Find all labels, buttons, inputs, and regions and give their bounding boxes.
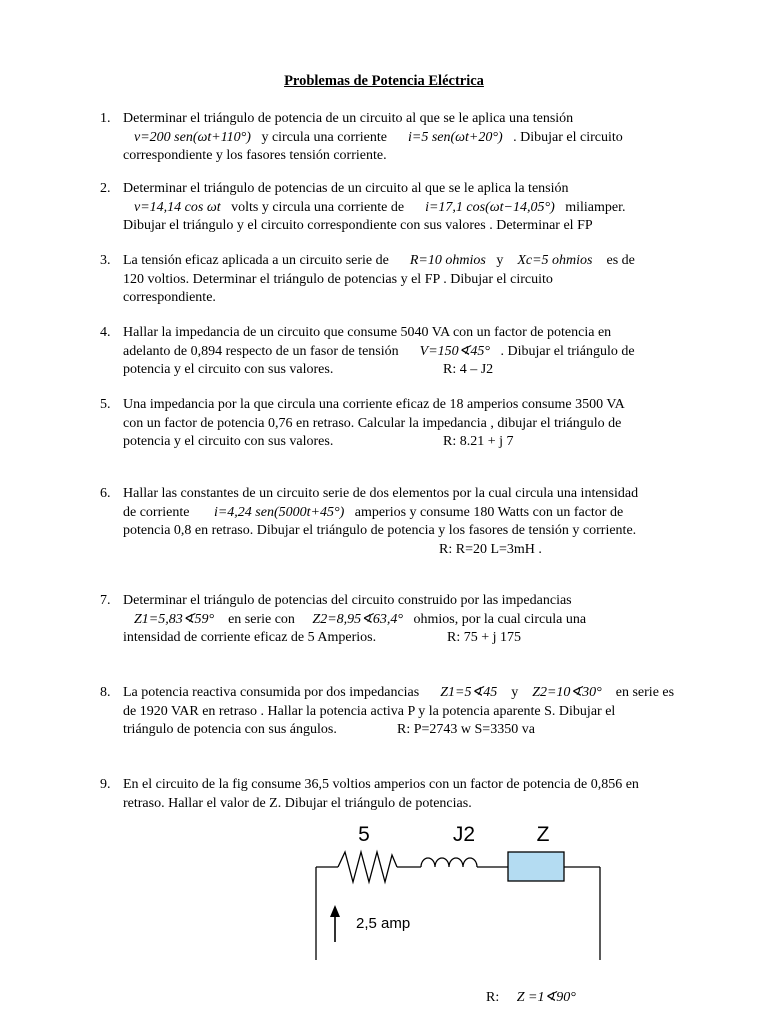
circuit-figure (300, 815, 620, 975)
answer: R: 75 + j 175 (447, 630, 522, 645)
problem-number: 9. (100, 777, 111, 792)
problem-text: adelanto de 0,894 respecto de un fasor de tensión (123, 343, 399, 359)
problem-text: potencia 0,8 en retraso. Dibujar el triángulo de potencia y los fasores de tensión y corriente. (123, 523, 637, 538)
equation: Z1=5,83∢59° (134, 611, 215, 627)
problem-text: potencia y el circuito con sus valores. (123, 434, 334, 449)
problem-text: amperios y consume 180 Watts con un factor de (354, 504, 624, 520)
problem-text: intensidad de corriente eficaz de 5 Amperios. (123, 630, 377, 645)
problem-text: en serie con (228, 611, 295, 627)
problem-number: 4. (100, 325, 111, 340)
equation: v=200 sen(ωt+110°) (134, 129, 251, 145)
answer: R: P=2743 w S=3350 va (397, 722, 535, 737)
problem-number: 3. (100, 253, 111, 268)
impedance-label: Z (536, 823, 550, 846)
problem-text: Hallar la impedancia de un circuito que consume 5040 VA con un factor de potencia en (123, 325, 612, 340)
problem-text: 120 voltios. Determinar el triángulo de potencias y el FP . Dibujar el circuito (123, 271, 553, 287)
final-answer (486, 989, 576, 1006)
answer: R: 8.21 + j 7 (443, 434, 514, 449)
arrow-up-icon (330, 905, 340, 917)
problem-text: La potencia reactiva consumida por dos impedancias (123, 685, 420, 700)
problem-text: y (496, 253, 504, 268)
problem-text: . Dibujar el triángulo de (500, 343, 635, 359)
problem-text: en serie es (615, 685, 675, 700)
impedance-box (508, 852, 564, 881)
equation: Z2=10∢30° (532, 685, 602, 700)
equation: i=5 sen(ωt+20°) (407, 129, 503, 145)
current-label: 2,5 amp (356, 915, 411, 932)
problem-text: ohmios, por la cual circula una (413, 611, 587, 627)
inductor-symbol (421, 858, 477, 867)
problem-text: Hallar las constantes de un circuito serie de dos elementos por la cual circula una intensidad (123, 486, 639, 501)
problem-text: triángulo de potencia con sus ángulos. (123, 722, 337, 737)
problem-text: Determinar el triángulo de potencias de un circuito al que se le aplica la tensión (123, 181, 569, 196)
answer-value: Z =1∢90° (516, 990, 576, 1005)
problem-number: 2. (100, 181, 111, 196)
problem-text: La tensión eficaz aplicada a un circuito serie de (123, 253, 389, 268)
problem-text: miliamper. (565, 199, 626, 215)
problem-text: volts y circula una corriente de (231, 199, 405, 215)
resistor-label: 5 (358, 823, 370, 846)
problem-text: es de (606, 253, 635, 268)
problem-text: y circula una corriente (261, 129, 387, 145)
problem-number: 5. (100, 397, 111, 412)
problem-number: 6. (100, 486, 111, 501)
equation: Xc=5 ohmios (517, 253, 593, 268)
resistor-symbol (338, 852, 397, 882)
problem-text: En el circuito de la fig consume 36,5 voltios amperios con un factor de potencia de 0,856 en (123, 777, 639, 792)
problem-text: Determinar el triángulo de potencias del circuito construido por las impedancias (123, 593, 572, 608)
problem-text: con un factor de potencia 0,76 en retraso. Calcular la impedancia , dibujar el triángulo de (123, 415, 622, 431)
inductor-label: J2 (452, 823, 476, 846)
problem-text: de 1920 VAR en retraso . Hallar la potencia activa P y la potencia aparente S. Dibujar el (123, 703, 616, 719)
problem-text: Dibujar el triángulo y el circuito correspondiente con sus valores . Determinar el FP (123, 218, 593, 233)
equation: v=14,14 cos ωt (134, 199, 221, 215)
answer: R: R=20 L=3mH . (439, 541, 542, 557)
problem-number: 7. (100, 593, 111, 608)
equation: Z2=8,95∢63,4° (312, 611, 403, 627)
answer-prefix: R: (486, 990, 500, 1005)
equation: Z1=5∢45 (440, 685, 498, 700)
equation: R=10 ohmios (409, 253, 486, 268)
problem-text: correspondiente. (123, 290, 216, 305)
equation: i=4,24 sen(5000t+45°) (213, 504, 345, 520)
page-title: Problemas de Potencia Eléctrica (284, 73, 484, 89)
problem-text: Determinar el triángulo de potencia de un circuito al que se le aplica una tensión (123, 111, 574, 126)
equation: V=150∢45° (419, 343, 490, 359)
answer: R: 4 – J2 (443, 362, 494, 377)
problem-text: correspondiente y los fasores tensión corriente. (123, 148, 387, 163)
problem-number: 1. (100, 111, 111, 126)
problem-text: de corriente (123, 504, 190, 520)
problem-number: 8. (100, 685, 111, 700)
problem-text: Una impedancia por la que circula una corriente eficaz de 18 amperios consume 3500 VA (123, 397, 625, 412)
problem-text: retraso. Hallar el valor de Z. Dibujar el triángulo de potencias. (123, 795, 472, 811)
problem-text: y (511, 685, 519, 700)
problem-text: potencia y el circuito con sus valores. (123, 362, 334, 377)
equation: i=17,1 cos(ωt−14,05°) (425, 199, 555, 215)
problem-text: . Dibujar el circuito (513, 129, 623, 145)
